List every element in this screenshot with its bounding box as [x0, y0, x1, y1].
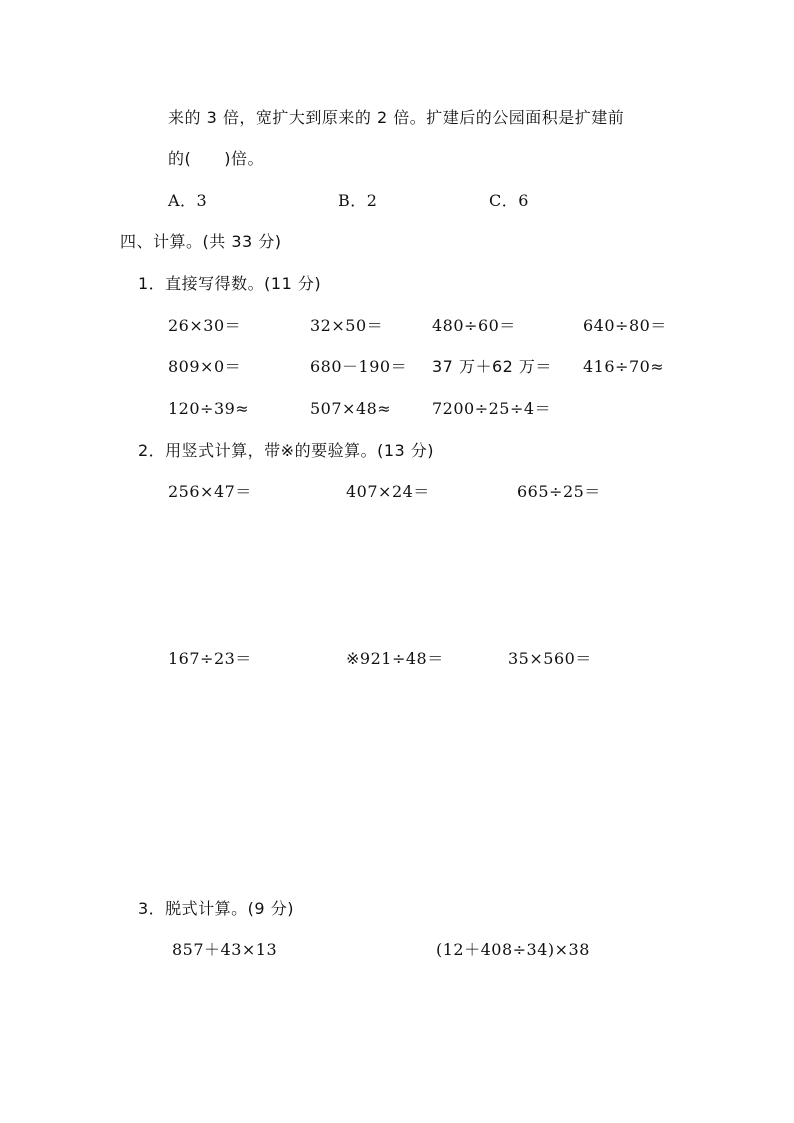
vertical-calc-problem: 407×24＝ [346, 482, 430, 501]
part2-title: 2．用竖式计算，带※的要验算。(13 分) [138, 441, 435, 460]
option-b: B．2 [338, 191, 378, 210]
step-calc-problem: (12＋408÷34)×38 [436, 940, 590, 959]
oral-problem: 7200÷25÷4＝ [432, 399, 552, 418]
oral-problem: 32×50＝ [310, 316, 384, 335]
oral-problem: 26×30＝ [168, 316, 242, 335]
oral-problem: 640÷80＝ [583, 316, 667, 335]
oral-problem: 120÷39≈ [168, 399, 250, 418]
vertical-calc-problem: ※921÷48＝ [346, 649, 444, 668]
step-calc-problem: 857＋43×13 [172, 940, 278, 959]
vertical-calc-problem: 256×47＝ [168, 482, 252, 501]
oral-problem: 37 万＋62 万＝ [432, 357, 552, 376]
section-heading: 四、计算。(共 33 分) [120, 232, 282, 251]
question-text-line-2: 的( )倍。 [168, 149, 264, 168]
vertical-calc-problem: 167÷23＝ [168, 649, 252, 668]
part3-title: 3．脱式计算。(9 分) [138, 899, 294, 918]
option-a: A．3 [168, 191, 208, 210]
option-c: C．6 [489, 191, 529, 210]
question-text-line-1: 来的 3 倍，宽扩大到原来的 2 倍。扩建后的公园面积是扩建前 [168, 108, 625, 127]
vertical-calc-problem: 35×560＝ [508, 649, 592, 668]
oral-problem: 416÷70≈ [583, 357, 665, 376]
oral-problem: 809×0＝ [168, 357, 242, 376]
oral-problem: 507×48≈ [310, 399, 392, 418]
vertical-calc-problem: 665÷25＝ [517, 482, 601, 501]
oral-problem: 680－190＝ [310, 357, 408, 376]
oral-problem: 480÷60＝ [432, 316, 516, 335]
part1-title: 1．直接写得数。(11 分) [138, 274, 322, 293]
